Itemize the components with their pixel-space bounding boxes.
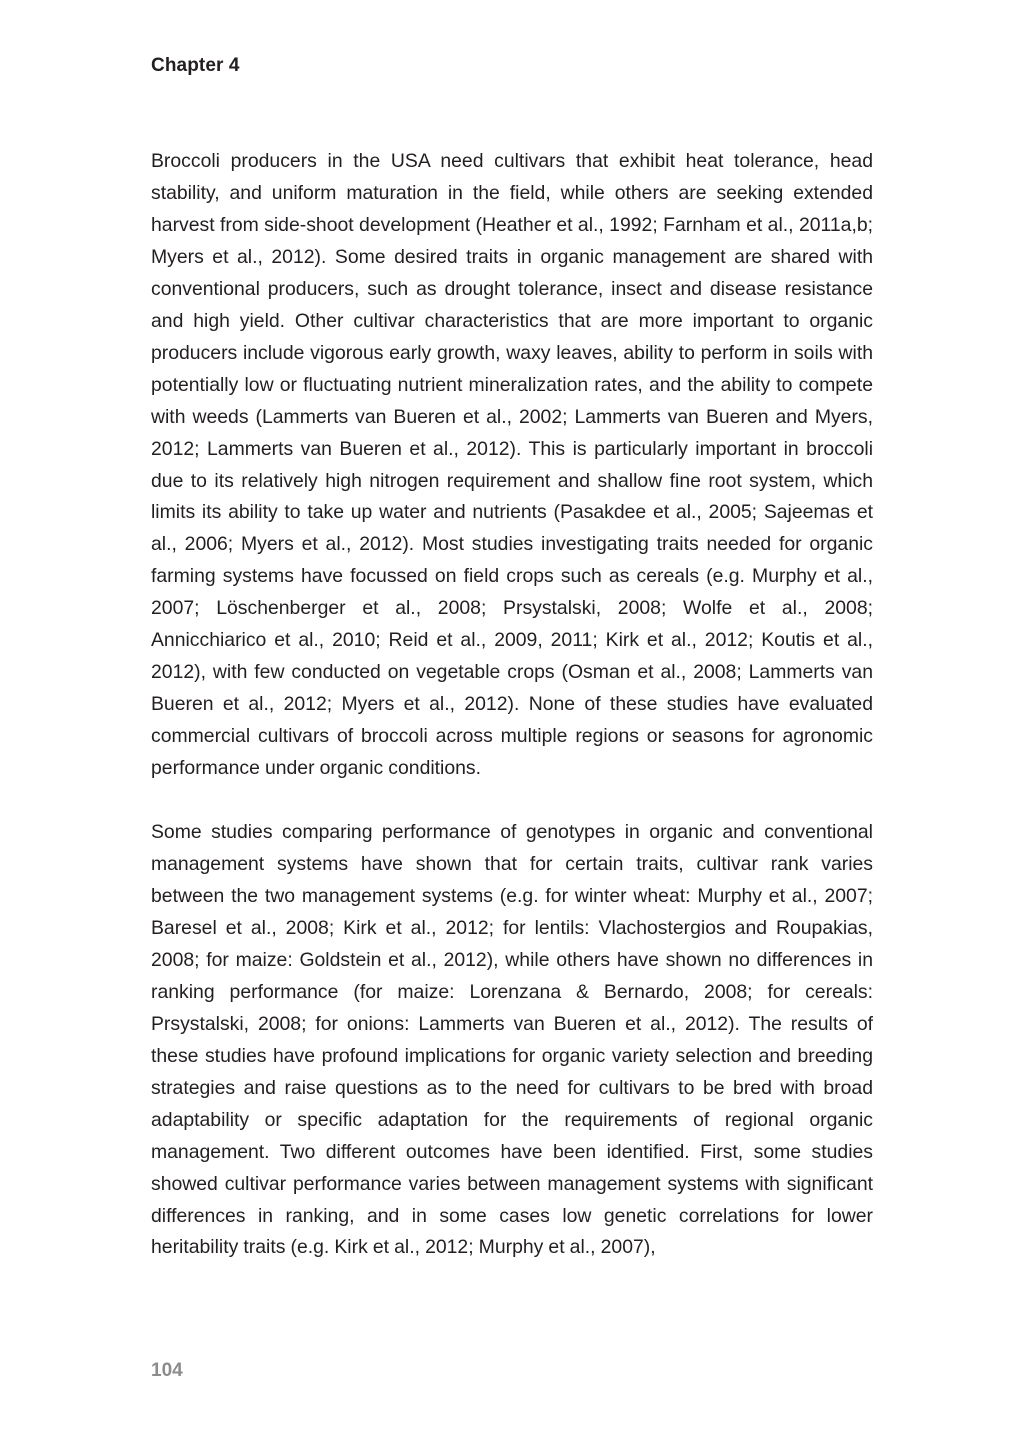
page-number: 104 [151,1360,183,1381]
paragraph-1: Broccoli producers in the USA need cultivars that exhibit heat tolerance, head stability, and uniform maturation in the field, while others are seeking extended harvest from side-shoot development (Heather et al., 1992; Farnham et al., 2011a,b; Myers et al., 2012). Some desired traits in organic management are shared with conventional producers, such as drought tolerance, insect and disease resistance and high yield. Other cultivar characteristics that are more important to organic producers include vigorous early growth, waxy leaves, ability to perform in soils with potentially low or fluctuating nutrient mineralization rates, and the ability to compete with weeds (Lammerts van Bueren et al., 2002; Lammerts van Bueren and Myers, 2012; Lammerts van Bueren et al., 2012). This is particularly important in broccoli due to its relatively high nitrogen requirement and shallow fine root system, which limits its ability to take up water and nutrients (Pasakdee et al., 2005; Sajeemas et al., 2006; Myers et al., 2012). Most studies investigating traits needed for organic farming systems have focussed on field crops such as cereals (e.g. Murphy et al., 2007; Löschenberger et al., 2008; Prsystalski, 2008; Wolfe et al., 2008; Annicchiarico et al., 2010; Reid et al., 2009, 2011; Kirk et al., 2012; Koutis et al., 2012), with few conducted on vegetable crops (Osman et al., 2008; Lammerts van Bueren et al., 2012; Myers et al., 2012). None of these studies have evaluated commercial cultivars of broccoli across multiple regions or seasons for agronomic performance under organic conditions. [151,150,873,780]
body-text [151,146,873,1264]
chapter-header: Chapter 4 [151,55,240,76]
paragraph-2: Some studies comparing performance of genotypes in organic and conventional management systems have shown that for certain traits, cultivar rank varies between the two management systems (e.g. for winter wheat: Murphy et al., 2007; Baresel et al., 2008; Kirk et al., 2012; for lentils: Vlachostergios and Roupakias, 2008; for maize: Goldstein et al., 2012), while others have shown no differences in ranking performance (for maize: Lorenzana & Bernardo, 2008; for cereals: Prsystalski, 2008; for onions: Lammerts van Bueren et al., 2012). The results of these studies have profound implications for organic variety selection and breeding strategies and raise questions as to the need for cultivars to be bred with broad adaptability or specific adaptation for the requirements of regional organic management. Two different outcomes have been identified. First, some studies showed cultivar performance varies between management systems with significant differences in ranking, and in some cases low genetic correlations for lower heritability traits (e.g. Kirk et al., 2012; Murphy et al., 2007), [151,821,873,1259]
